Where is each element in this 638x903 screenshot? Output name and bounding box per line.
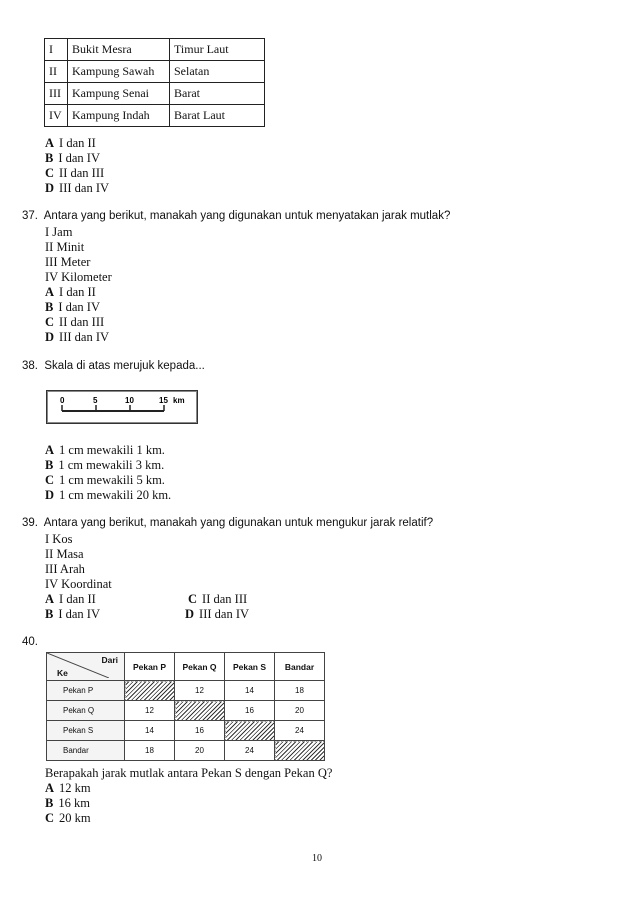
q37-item: III Meter [45,255,91,269]
q39-item: I Kos [45,532,73,546]
page-number: 10 [312,853,322,864]
hatched-cell [175,701,225,721]
table-cell: 16 [225,701,275,721]
table-cell: Barat [170,83,265,105]
q36-option-d[interactable]: D III dan IV [45,181,110,195]
q37-option-d[interactable]: D III dan IV [45,330,110,344]
q39-item: II Masa [45,547,84,561]
corner-from-label: Dari [101,655,118,665]
distance-table [46,652,325,761]
table-cell: 18 [125,741,175,761]
table-cell: Kampung Senai [68,83,170,105]
q37-option-b[interactable]: B I dan IV [45,300,100,314]
q40-question-text: Berapakah jarak mutlak antara Pekan S dengan Pekan Q? [45,766,333,780]
table-cell: 14 [125,721,175,741]
table-cell: Barat Laut [170,105,265,127]
table-cell: 12 [175,681,225,701]
q38-option-d[interactable]: D 1 cm mewakili 20 km. [45,488,172,502]
scale-bar-figure [46,390,198,424]
q39-item: III Arah [45,562,85,576]
table-cell: II [45,61,68,83]
q39-option-c[interactable]: C II dan III [188,592,248,606]
table-cell: 24 [275,721,325,741]
table-cell: Kampung Indah [68,105,170,127]
question-37: 37. Antara yang berikut, manakah yang digunakan untuk menyatakan jarak mutlak? [22,210,451,222]
table-cell: 18 [275,681,325,701]
scale-label: 10 [125,396,134,405]
table-cell: 24 [225,741,275,761]
q37-item: II Minit [45,240,85,254]
table-cell: Kampung Sawah [68,61,170,83]
q38-option-c[interactable]: C 1 cm mewakili 5 km. [45,473,165,487]
hatched-cell [125,681,175,701]
table-cell: 12 [125,701,175,721]
q38-option-b[interactable]: B 1 cm mewakili 3 km. [45,458,165,472]
column-header: Pekan Q [175,653,225,681]
question-39: 39. Antara yang berikut, manakah yang digunakan untuk mengukur jarak relatif? [22,517,434,529]
scale-bar-svg [47,391,197,423]
q38-option-a[interactable]: A 1 cm mewakili 1 km. [45,443,165,457]
q37-option-c[interactable]: C II dan III [45,315,105,329]
table-row [47,701,325,721]
scale-label: 15 [159,396,168,405]
hatched-cell [225,721,275,741]
q37-item: IV Kilometer [45,270,112,284]
q39-option-a[interactable]: A I dan II [45,592,96,606]
question-38: 38. Skala di atas merujuk kepada... [22,360,205,372]
table-cell: Timur Laut [170,39,265,61]
scale-label: 5 [93,396,98,405]
q36-option-c[interactable]: C II dan III [45,166,105,180]
table-cell: 20 [275,701,325,721]
direction-table [44,38,265,127]
table-row [47,741,325,761]
q39-item: IV Koordinat [45,577,112,591]
table-cell: III [45,83,68,105]
table-header-row [47,653,325,681]
table-cell: 14 [225,681,275,701]
q39-option-b[interactable]: B I dan IV [45,607,100,621]
q36-option-b[interactable]: B I dan IV [45,151,100,165]
table-row [45,39,265,61]
q40-option-a[interactable]: A 12 km [45,781,91,795]
row-header: Pekan Q [47,701,125,721]
q37-option-a[interactable]: A I dan II [45,285,96,299]
table-cell: 16 [175,721,225,741]
q39-option-d[interactable]: D III dan IV [185,607,250,621]
q37-item: I Jam [45,225,73,239]
table-cell: Bukit Mesra [68,39,170,61]
row-header: Pekan P [47,681,125,701]
q40-option-b[interactable]: B 16 km [45,796,90,810]
column-header: Pekan S [225,653,275,681]
row-header: Bandar [47,741,125,761]
column-header: Bandar [275,653,325,681]
q40-option-c[interactable]: C 20 km [45,811,91,825]
table-row [47,721,325,741]
table-cell: IV [45,105,68,127]
q36-option-a[interactable]: A I dan II [45,136,96,150]
table-cell: 20 [175,741,225,761]
table-cell: I [45,39,68,61]
corner-to-label: Ke [57,668,68,678]
row-header: Pekan S [47,721,125,741]
table-row [45,83,265,105]
scale-label: 0 [60,396,65,405]
corner-cell [47,653,125,681]
hatched-cell [275,741,325,761]
question-40: 40. [22,636,38,648]
table-cell: Selatan [170,61,265,83]
column-header: Pekan P [125,653,175,681]
table-row [45,61,265,83]
scale-unit: km [173,396,185,405]
table-row [47,681,325,701]
table-row [45,105,265,127]
